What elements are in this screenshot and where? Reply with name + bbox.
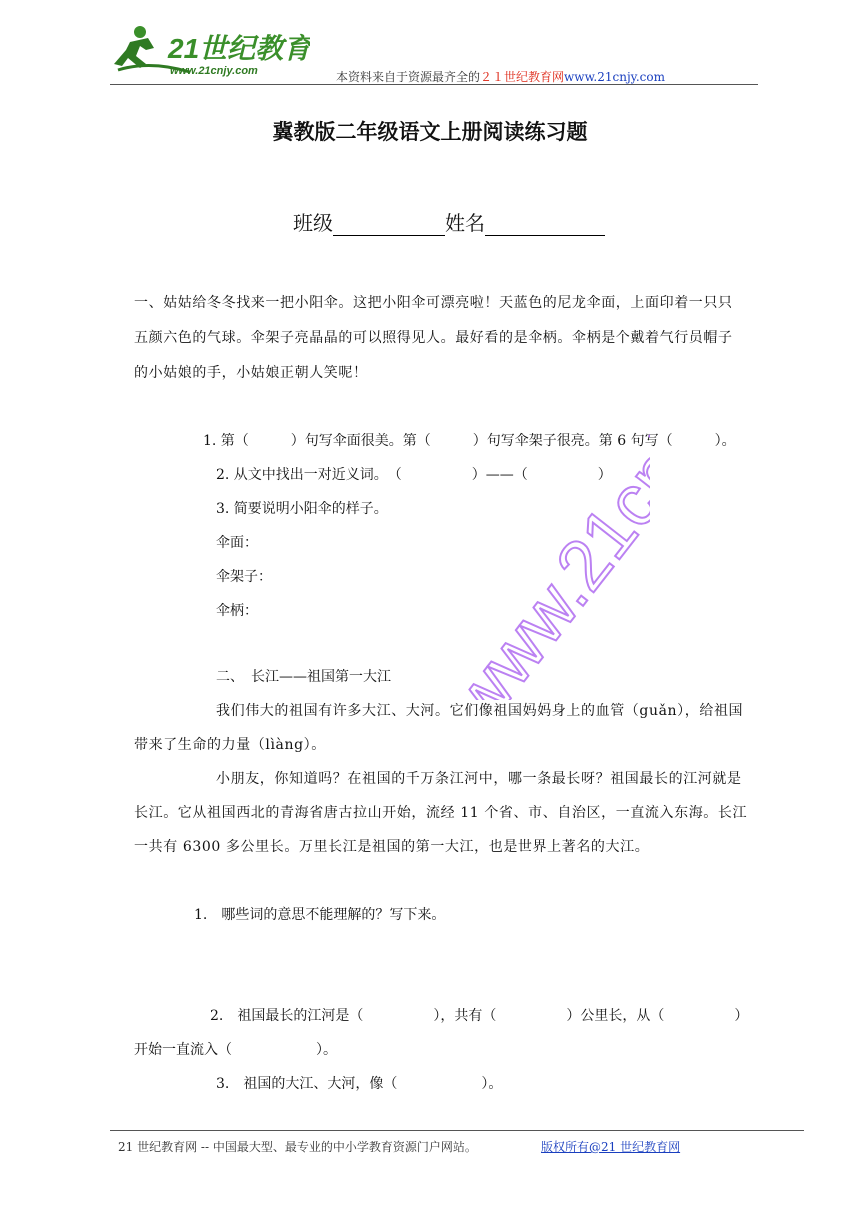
s2-heading: 二、 长江——祖国第一大江 [216,669,391,685]
header-note-site[interactable]: ２１世纪教育网 [480,70,565,84]
class-label: 班级 [293,211,333,235]
s2-paragraph-1-line-1: 我们伟大的祖国有许多大江、大河。它们像祖国妈妈身上的血管（guǎn），给祖国 [216,703,744,719]
s1-passage-line-3: 的小姑娘的手，小姑娘正朝人笑呢！ [134,365,368,381]
site-logo [110,20,310,84]
footer-divider [110,1130,804,1131]
class-name-line [293,207,605,236]
svg-text:www.21cnjy.com: www.21cnjy.com [435,300,650,700]
s2-question-2-line-2: 开始一直流入（ ）。 [134,1042,337,1058]
footer-note: 21 世纪教育网 -- 中国最大型、最专业的中小学教育资源门户网站。 [118,1140,477,1154]
s1-passage-line-1: 一、姑姑给冬冬找来一把小阳伞。这把小阳伞可漂亮啦！天蓝色的尼龙伞面，上面印着一只只 [134,295,733,311]
svg-text:21世纪教育: 21世纪教育 [168,33,310,64]
s2-paragraph-2-line-3: 一共有 6300 多公里长。万里长江是祖国的第一大江，也是世界上著名的大江。 [134,839,650,855]
header-note-url[interactable]: www.21cnjy.com [564,70,665,84]
s1-answer-frame-label: 伞架子： [216,569,272,585]
s2-question-1: 1. 哪些词的意思不能理解的？写下来。 [194,907,446,923]
s1-question-2: 2. 从文中找出一对近义词。 （ ）——（ ） [216,467,612,483]
header-note [336,68,665,85]
svg-text:www.21cnjy.com: www.21cnjy.com [170,65,258,77]
s1-question-3: 3. 简要说明小阳伞的样子。 [216,501,388,517]
page-title: 冀教版二年级语文上册阅读练习题 [272,119,588,144]
s2-question-3: 3. 祖国的大江、大河，像（ ）。 [216,1076,503,1092]
s1-question-1: 1. 第（ ）句写伞面很美。第（ ）句写伞架子很亮。第 6 句写（ ）。 [203,433,736,449]
s2-question-2-line-1: 2. 祖国最长的江河是（ ），共有（ ）公里长，从（ ） [210,1008,749,1024]
s1-passage-line-2: 五颜六色的气球。伞架子亮晶晶的可以照得见人。最好看的是伞柄。伞柄是个戴着气行员帽子 [134,330,733,346]
s2-paragraph-1-line-2: 带来了生命的力量（lìàng）。 [134,737,326,753]
s2-paragraph-2-line-1: 小朋友，你知道吗？在祖国的千万条江河中，哪一条最长呀？祖国最长的江河就是 [216,771,742,787]
header-note-prefix: 本资料来自于资源最齐全的 [336,70,481,84]
s2-paragraph-2-line-2: 长江。它从祖国西北的青海省唐古拉山开始，流经 11 个省、市、自治区，一直流入东海。长江 [134,805,748,821]
s1-answer-handle-label: 伞柄： [216,603,258,619]
class-blank[interactable] [333,215,445,236]
footer-copyright-link[interactable]: 版权所有@21 世纪教育网 [541,1140,681,1154]
name-label: 姓名 [445,211,485,235]
name-blank[interactable] [485,215,605,236]
header-divider [110,84,758,85]
s1-answer-canopy-label: 伞面： [216,535,258,551]
